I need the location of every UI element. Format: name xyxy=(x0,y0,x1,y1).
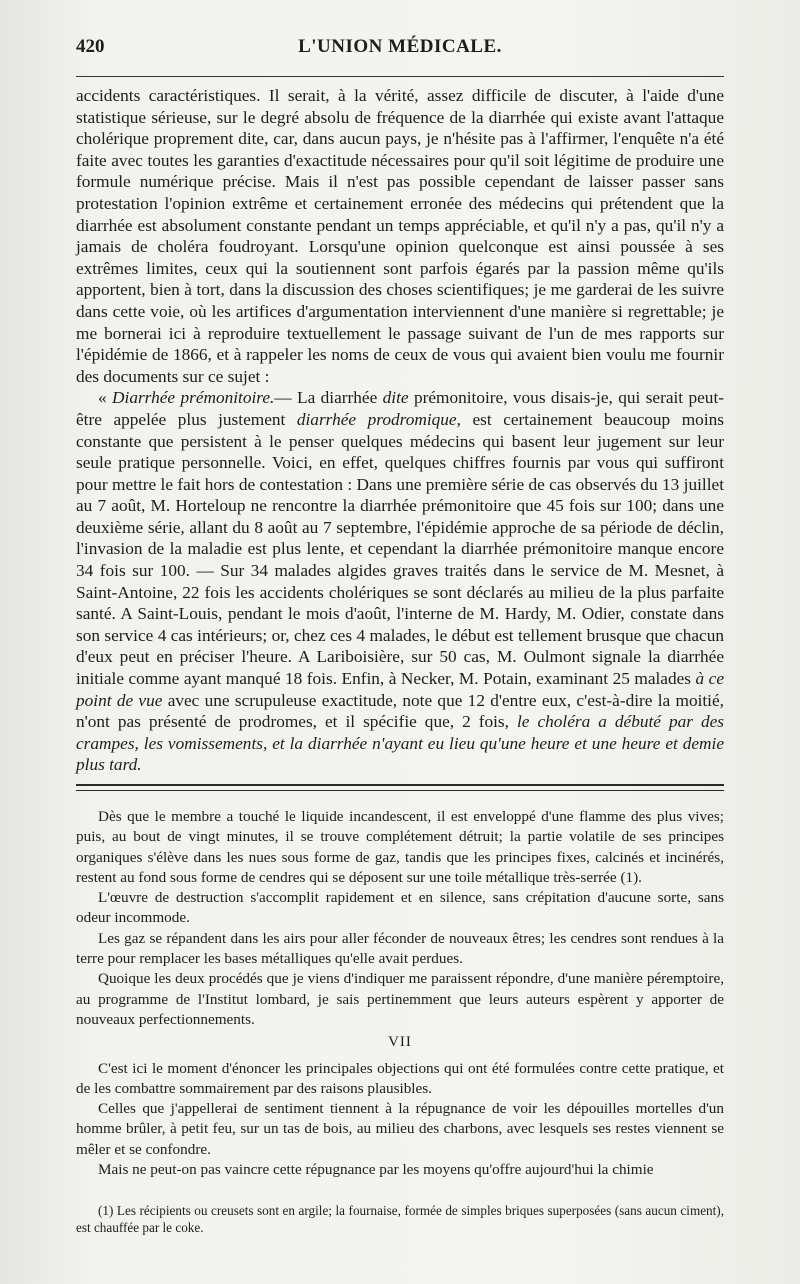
footnote xyxy=(76,1202,724,1236)
feuilleton-paragraph-5: C'est ici le moment d'énoncer les principales objections qui ont été formulées contre cette pratique, et de les combattre sommairement par des raisons plausibles. xyxy=(76,1059,724,1097)
open-quote: « xyxy=(98,388,113,408)
feuilleton-paragraph-7: Mais ne peut-on pas vaincre cette répugnance par les moyens qu'offre aujourd'hui la chimie xyxy=(98,1161,654,1179)
feuilleton-paragraph-1: Dès que le membre a touché le liquide incandescent, il est enveloppé d'une flamme des plus vives; puis, au bout de vingt minutes, il se trouve complétement détruit; la partie volatile de ses principes organiques s'élève dans les nues sous forme de gaz, tandis que les principes fixes, calcinés et incinérés, restent au fond sous forme de cendres qui se déposent sur une toile métallique très-serrée (1). xyxy=(76,808,724,886)
section-numeral: VII xyxy=(388,1034,412,1051)
section-heading-diarrhee: Diarrhée prémonitoire. xyxy=(112,388,275,408)
page-number: 420 xyxy=(76,36,105,57)
italic-dite: dite xyxy=(382,388,409,408)
text-segment-3: avec une scrupuleuse exactitude, note que 12 d'entre eux, c'est-à-dire la moitié, n'ont pas présenté de prodromes, et il spécifie que, 2 fois, xyxy=(76,690,724,732)
text-dash: — La diarrhée xyxy=(274,388,383,408)
feuilleton-column xyxy=(76,807,724,1180)
feuilleton-paragraph-3: Les gaz se répandent dans les airs pour aller féconder de nouveaux êtres; les cendres sont rendues à la terre pour remplacer les bases métalliques qu'elle avait perdues. xyxy=(76,929,724,968)
footnote-text: (1) Les récipients ou creusets sont en argile; la fournaise, formée de simples briques superposées (sans aucun ciment), est chauffée par le coke. xyxy=(76,1203,724,1236)
feuilleton-paragraph-4: Quoique les deux procédés que je viens d'indiquer me paraissent répondre, d'une manière péremptoire, au programme de l'Institut lombard, je sais pertinemment que leurs auteurs espèrent y apporter de nouveaux perfectionnements. xyxy=(76,970,724,1028)
running-head xyxy=(76,36,724,70)
italic-point-de-vue: à ce point de vue xyxy=(76,669,725,710)
journal-title: L'UNION MÉDICALE. xyxy=(298,36,502,57)
feuilleton-paragraph-2: L'œuvre de destruction s'accomplit rapidement et en silence, sans crépitation d'aucune sorte, sans odeur incommode. xyxy=(76,889,724,927)
header-rule xyxy=(76,76,724,77)
text-segment-2: , est certainement beaucoup moins constante que persistent à le penser quelques médecins qui basent leur jugement sur leur seule pratique personnelle. Voici, en effet, quelques chiffres fournis par vous qui suffiront pour mettre le fait hors de contestation : Dans une première série de cas observés du 13 juillet au 7 août, M. Horteloup ne rencontre la diarrhée prémonitoire que 45 fois sur 100; dans une deuxième série, allant du 8 août au 7 septembre, l'épidémie approche de sa période de déclin, l'invasion de la maladie est plus lente, et cependant la diarrhée prémonitoire manque encore 34 fois sur 100. — Sur 34 malades algides graves traités dans le service de M. Mesnet, à Saint-Antoine, 22 fois les accidents cholériques se sont déclarés au milieu de la plus parfaite santé. A Saint-Louis, pendant le mois d'août, l'interne de M. Hardy, M. Odier, constate dans son service 4 cas intérieurs; or, chez ces 4 malades, le début est tellement brusque que chacun d'eux peut en préciser l'heure. A Lariboisière, sur 50 cas, M. Oulmont signale la diarrhée initiale comme ayant manqué 18 fois. Enfin, à Necker, M. Potain, examinant 25 malades xyxy=(76,409,724,689)
italic-conclusion: le choléra a débuté par des crampes, les vomissements, et la diarrhée n'ayant eu lieu qu'une heure et une heure et demie plus tard. xyxy=(76,712,725,775)
main-column xyxy=(76,85,724,776)
main-paragraph-1: accidents caractéristiques. Il serait, à la vérité, assez difficile de discuter, à l'aide d'une statistique sérieuse, sur le degré absolu de fréquence de la diarrhée qui existe avant l'attaque cholérique proprement dite, car, dans aucun pays, je n'hésite pas à l'affirmer, l'enquête n'a été faite avec toutes les garanties d'exactitude nécessaires pour qu'il soit légitime de produire une formule numérique précise. Mais il n'est pas possible cependant de laisser passer sans protestation l'opinion extrême et certainement erronée des médecins qui prétendent que la diarrhée est absolument constante pendant un temps appréciable, et qu'il n'y a pas, qu'il n'y a jamais de choléra foudroyant. Lorsqu'une opinion quelconque est ainsi poussée à ses extrêmes limites, ceux qui la soutiennent sont parfois égarés par la passion même qu'ils apportent, bien à tort, dans la discussion des choses scientifiques; je me garderai de les suivre dans cette voie, où les artifices d'argumentation interviennent d'une manière si regrettable; je me bornerai ici à reproduire textuellement le passage suivant de l'un de mes rapports sur l'épidémie de 1866, et à rappeler les noms de ceux de vous qui avaient bien voulu me fournir des documents sur ce sujet : xyxy=(76,86,724,386)
feuilleton-separator xyxy=(76,784,724,791)
feuilleton-paragraph-6: Celles que j'appellerai de sentiment tiennent à la répugnance de voir les dépouilles mortelles d'un homme brûler, à petit feu, sur un tas de bois, au milieu des charbons, avec lesquels ses restes viennent se mêler et se confondre. xyxy=(76,1100,724,1158)
text-segment-1: prémonitoire, vous disais-je, qui serait peut-être appelée plus justement xyxy=(76,388,725,429)
italic-prodromique: diarrhée prodromique xyxy=(296,409,457,429)
main-paragraph-2 xyxy=(76,387,724,776)
